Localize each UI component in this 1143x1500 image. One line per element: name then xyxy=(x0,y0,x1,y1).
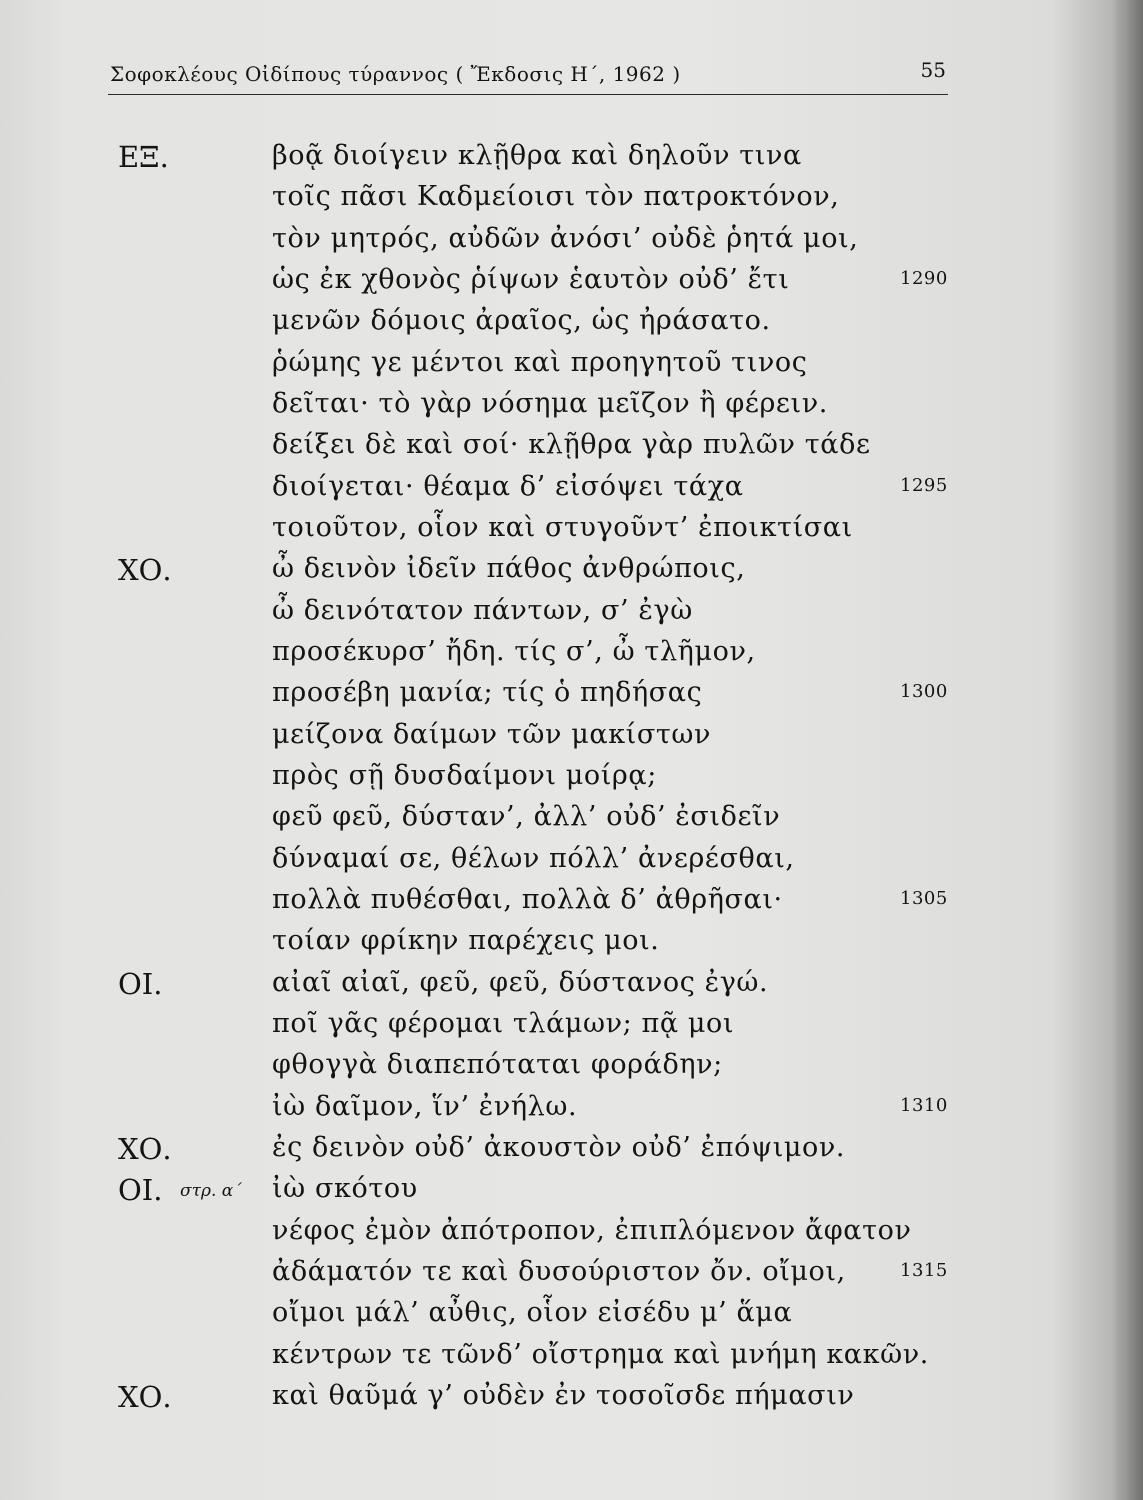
verse-text: φθογγὰ διαπεπόταται φοράδην; xyxy=(272,1049,723,1080)
verse-text: πολλὰ πυθέσθαι, πολλὰ δ’ ἀθρῆσαι· xyxy=(272,884,783,915)
page-number: 55 xyxy=(920,58,946,82)
running-title: Σοφοκλέους Οἰδίπους τύραννος ( Ἔκδοσις Η΄, 1962 ) xyxy=(110,62,681,86)
verse-text: βοᾷ διοίγειν κλῇθρα καὶ δηλοῦν τινα xyxy=(272,140,802,171)
line-number: 1300 xyxy=(900,681,948,702)
verse-line xyxy=(0,1380,1143,1420)
verse-line xyxy=(0,677,1143,717)
verse-line xyxy=(0,429,1143,469)
verse-line xyxy=(0,1339,1143,1379)
verse-line xyxy=(0,801,1143,841)
line-number: 1290 xyxy=(900,268,948,289)
verse-text: τὸν μητρός, αὐδῶν ἀνόσι’ οὐδὲ ῥητά μοι, xyxy=(272,223,859,254)
verse-text: τοῖς πᾶσι Καδμείοισι τὸν πατροκτόνον, xyxy=(272,181,840,212)
verse-line xyxy=(0,843,1143,883)
verse-text: ἀδάματόν τε καὶ δυσούριστον ὄν. οἴμοι, xyxy=(272,1256,846,1287)
verse-text: προσέβη μανία; τίς ὁ πηδήσας xyxy=(272,677,703,708)
verse-text: καὶ θαῦμά γ’ οὐδὲν ἐν τοσοῖσδε πήμασιν xyxy=(272,1380,855,1411)
speaker-label: ΕΞ. xyxy=(118,140,169,174)
verse-text: νέφος ἐμὸν ἀπότροπον, ἐπιπλόμενον ἄφατον xyxy=(272,1215,912,1246)
speaker-label: ΧΟ. xyxy=(118,1132,172,1166)
verse-line xyxy=(0,1049,1143,1089)
verse-line xyxy=(0,595,1143,635)
verse-line xyxy=(0,636,1143,676)
line-number: 1295 xyxy=(900,475,948,496)
verse-text: ὡς ἐκ χθονὸς ῥίψων ἑαυτὸν οὐδ’ ἔτι xyxy=(272,264,790,295)
verse-text: τοίαν φρίκην παρέχεις μοι. xyxy=(272,925,660,956)
line-number: 1310 xyxy=(900,1095,948,1116)
speaker-label: ΟΙ. xyxy=(118,1173,163,1207)
verse-text: ποῖ γᾶς φέρομαι τλάμων; πᾷ μοι xyxy=(272,1008,735,1039)
verse-text: ἰὼ σκότου xyxy=(272,1173,418,1204)
verse-line xyxy=(0,1091,1143,1131)
verse-line xyxy=(0,347,1143,387)
verse-line xyxy=(0,1297,1143,1337)
page-header xyxy=(108,58,948,95)
verse-line xyxy=(0,1173,1143,1213)
verse-line xyxy=(0,967,1143,1007)
line-number: 1315 xyxy=(900,1260,948,1281)
verse-text: ἐς δεινὸν οὐδ’ ἀκουστὸν οὐδ’ ἐπόψιμον. xyxy=(272,1132,846,1163)
speaker-label: ΧΟ. xyxy=(118,1380,172,1414)
verse-text: μενῶν δόμοις ἀραῖος, ὡς ἠράσατο. xyxy=(272,305,771,336)
verse-line xyxy=(0,471,1143,511)
line-number: 1305 xyxy=(900,888,948,909)
verse-text: φεῦ φεῦ, δύσταν’, ἀλλ’ οὐδ’ ἐσιδεῖν xyxy=(272,801,781,832)
speaker-label: ΧΟ. xyxy=(118,553,172,587)
verse-line xyxy=(0,1008,1143,1048)
verse-text: δύναμαί σε, θέλων πόλλ’ ἀνερέσθαι, xyxy=(272,843,795,874)
verse-line xyxy=(0,223,1143,263)
verse-line xyxy=(0,305,1143,345)
strophe-marker: στρ. α΄ xyxy=(180,1181,242,1201)
verse-line xyxy=(0,1256,1143,1296)
verse-text: πρὸς σῇ δυσδαίμονι μοίρᾳ; xyxy=(272,760,657,791)
verse-text: ὦ δεινὸν ἰδεῖν πάθος ἀνθρώποις, xyxy=(272,553,746,584)
verse-line xyxy=(0,553,1143,593)
verse-text: αἰαῖ αἰαῖ, φεῦ, φεῦ, δύστανος ἐγώ. xyxy=(272,967,769,998)
verse-text: ὦ δεινότατον πάντων, σ’ ἐγὼ xyxy=(272,595,693,626)
verse-line xyxy=(0,719,1143,759)
verse-text: ῥώμης γε μέντοι καὶ προηγητοῦ τινος xyxy=(272,347,808,378)
verse-text: μείζονα δαίμων τῶν μακίστων xyxy=(272,719,712,750)
verse-line xyxy=(0,760,1143,800)
verse-line xyxy=(0,388,1143,428)
verse-line xyxy=(0,512,1143,552)
verse-text: τοιοῦτον, οἷον καὶ στυγοῦντ’ ἐποικτίσαι xyxy=(272,512,853,543)
verse-text: προσέκυρσ’ ἤδη. τίς σ’, ὦ τλῆμον, xyxy=(272,636,756,667)
verse-line xyxy=(0,140,1143,180)
speaker-label: ΟΙ. xyxy=(118,967,163,1001)
verse-line xyxy=(0,925,1143,965)
verse-text: δείξει δὲ καὶ σοί· κλῇθρα γὰρ πυλῶν τάδε xyxy=(272,429,871,460)
verse-text: οἴμοι μάλ’ αὖθις, οἷον εἰσέδυ μ’ ἅμα xyxy=(272,1297,793,1328)
verse-line xyxy=(0,1132,1143,1172)
verse-line xyxy=(0,1215,1143,1255)
verse-line xyxy=(0,264,1143,304)
verse-text: ἰὼ δαῖμον, ἵν’ ἐνήλω. xyxy=(272,1091,578,1122)
verse-text: διοίγεται· θέαμα δ’ εἰσόψει τάχα xyxy=(272,471,744,502)
verse-line xyxy=(0,884,1143,924)
verse-line xyxy=(0,181,1143,221)
verse-text: δεῖται· τὸ γὰρ νόσημα μεῖζον ἢ φέρειν. xyxy=(272,388,828,419)
verse-text: κέντρων τε τῶνδ’ οἴστρημα καὶ μνήμη κακῶν. xyxy=(272,1339,929,1370)
